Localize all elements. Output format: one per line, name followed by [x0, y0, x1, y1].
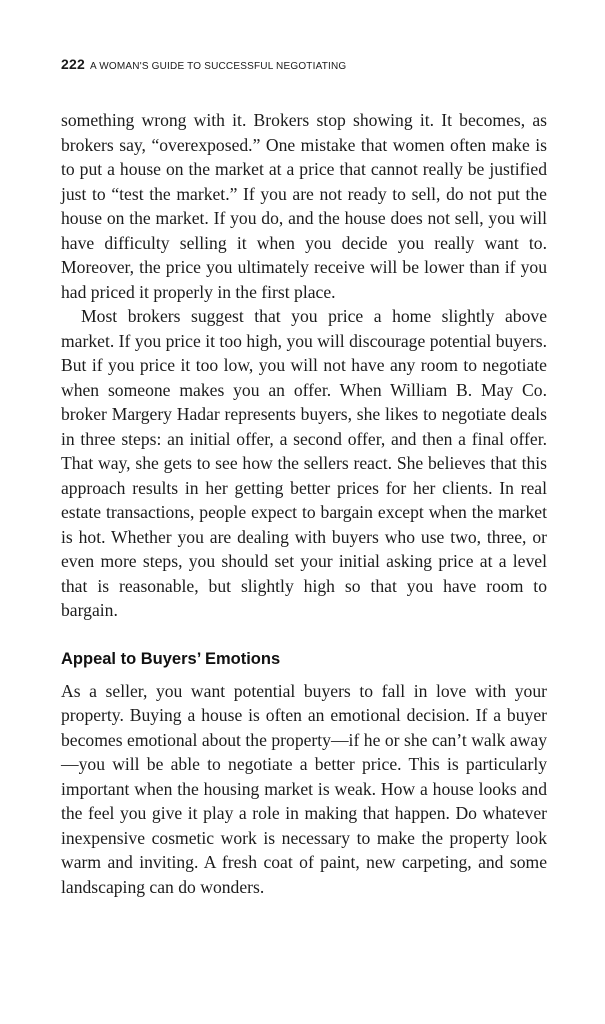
body-text — [61, 108, 547, 899]
section-heading: Appeal to Buyers’ Emotions — [61, 649, 281, 668]
book-title: A WOMAN'S GUIDE TO SUCCESSFUL NEGOTIATING — [89, 61, 347, 72]
paragraph-pricing: Most brokers suggest that you price a home slightly above market. If you price it too high, you will discourage potential buyers. But if you price it too low, you will not have any room to negotiate when someone makes you an offer. When William B. May Co. broker Margery Hadar represents buyers, she likes to negotiate deals in three steps: an initial offer, a second offer, and then a final offer. That way, she gets to see how the sellers react. She believes that this approach results in her getting better prices for her clients. In real estate transactions, people expect to bargain except when the market is hot. Whether you are dealing with buyers who use two, three, or even more steps, you should set your initial asking price at a level that is reasonable, but slightly high so that you have room to bargain. — [61, 306, 547, 620]
running-head — [61, 56, 346, 72]
page-number: 222 — [61, 56, 85, 72]
paragraph-emotions: As a seller, you want potential buyers to fall in love with your property. Buying a house is often an emotional decision. If a buyer becomes emotional about the property—if he or she can’t walk away—you will be able to negotiate a better price. This is particularly important when the housing market is weak. How a house looks and the feel you give it play a role in making that happen. Do whatever inexpensive cosmetic work is necessary to make the property look warm and inviting. A fresh coat of paint, new carpeting, and some landscaping can do wonders. — [61, 680, 547, 897]
paragraph-continued: something wrong with it. Brokers stop showing it. It becomes, as brokers say, “overexposed.” One mistake that women often make is to put a house on the market at a price that cannot really be justified just to “test the market.” If you are not ready to sell, do not put the house on the market. If you do, and the house does not sell, you will have difficulty selling it when you decide you really want to. Moreover, the price you ultimately receive will be lower than if you had priced it properly in the first place. — [61, 110, 547, 302]
